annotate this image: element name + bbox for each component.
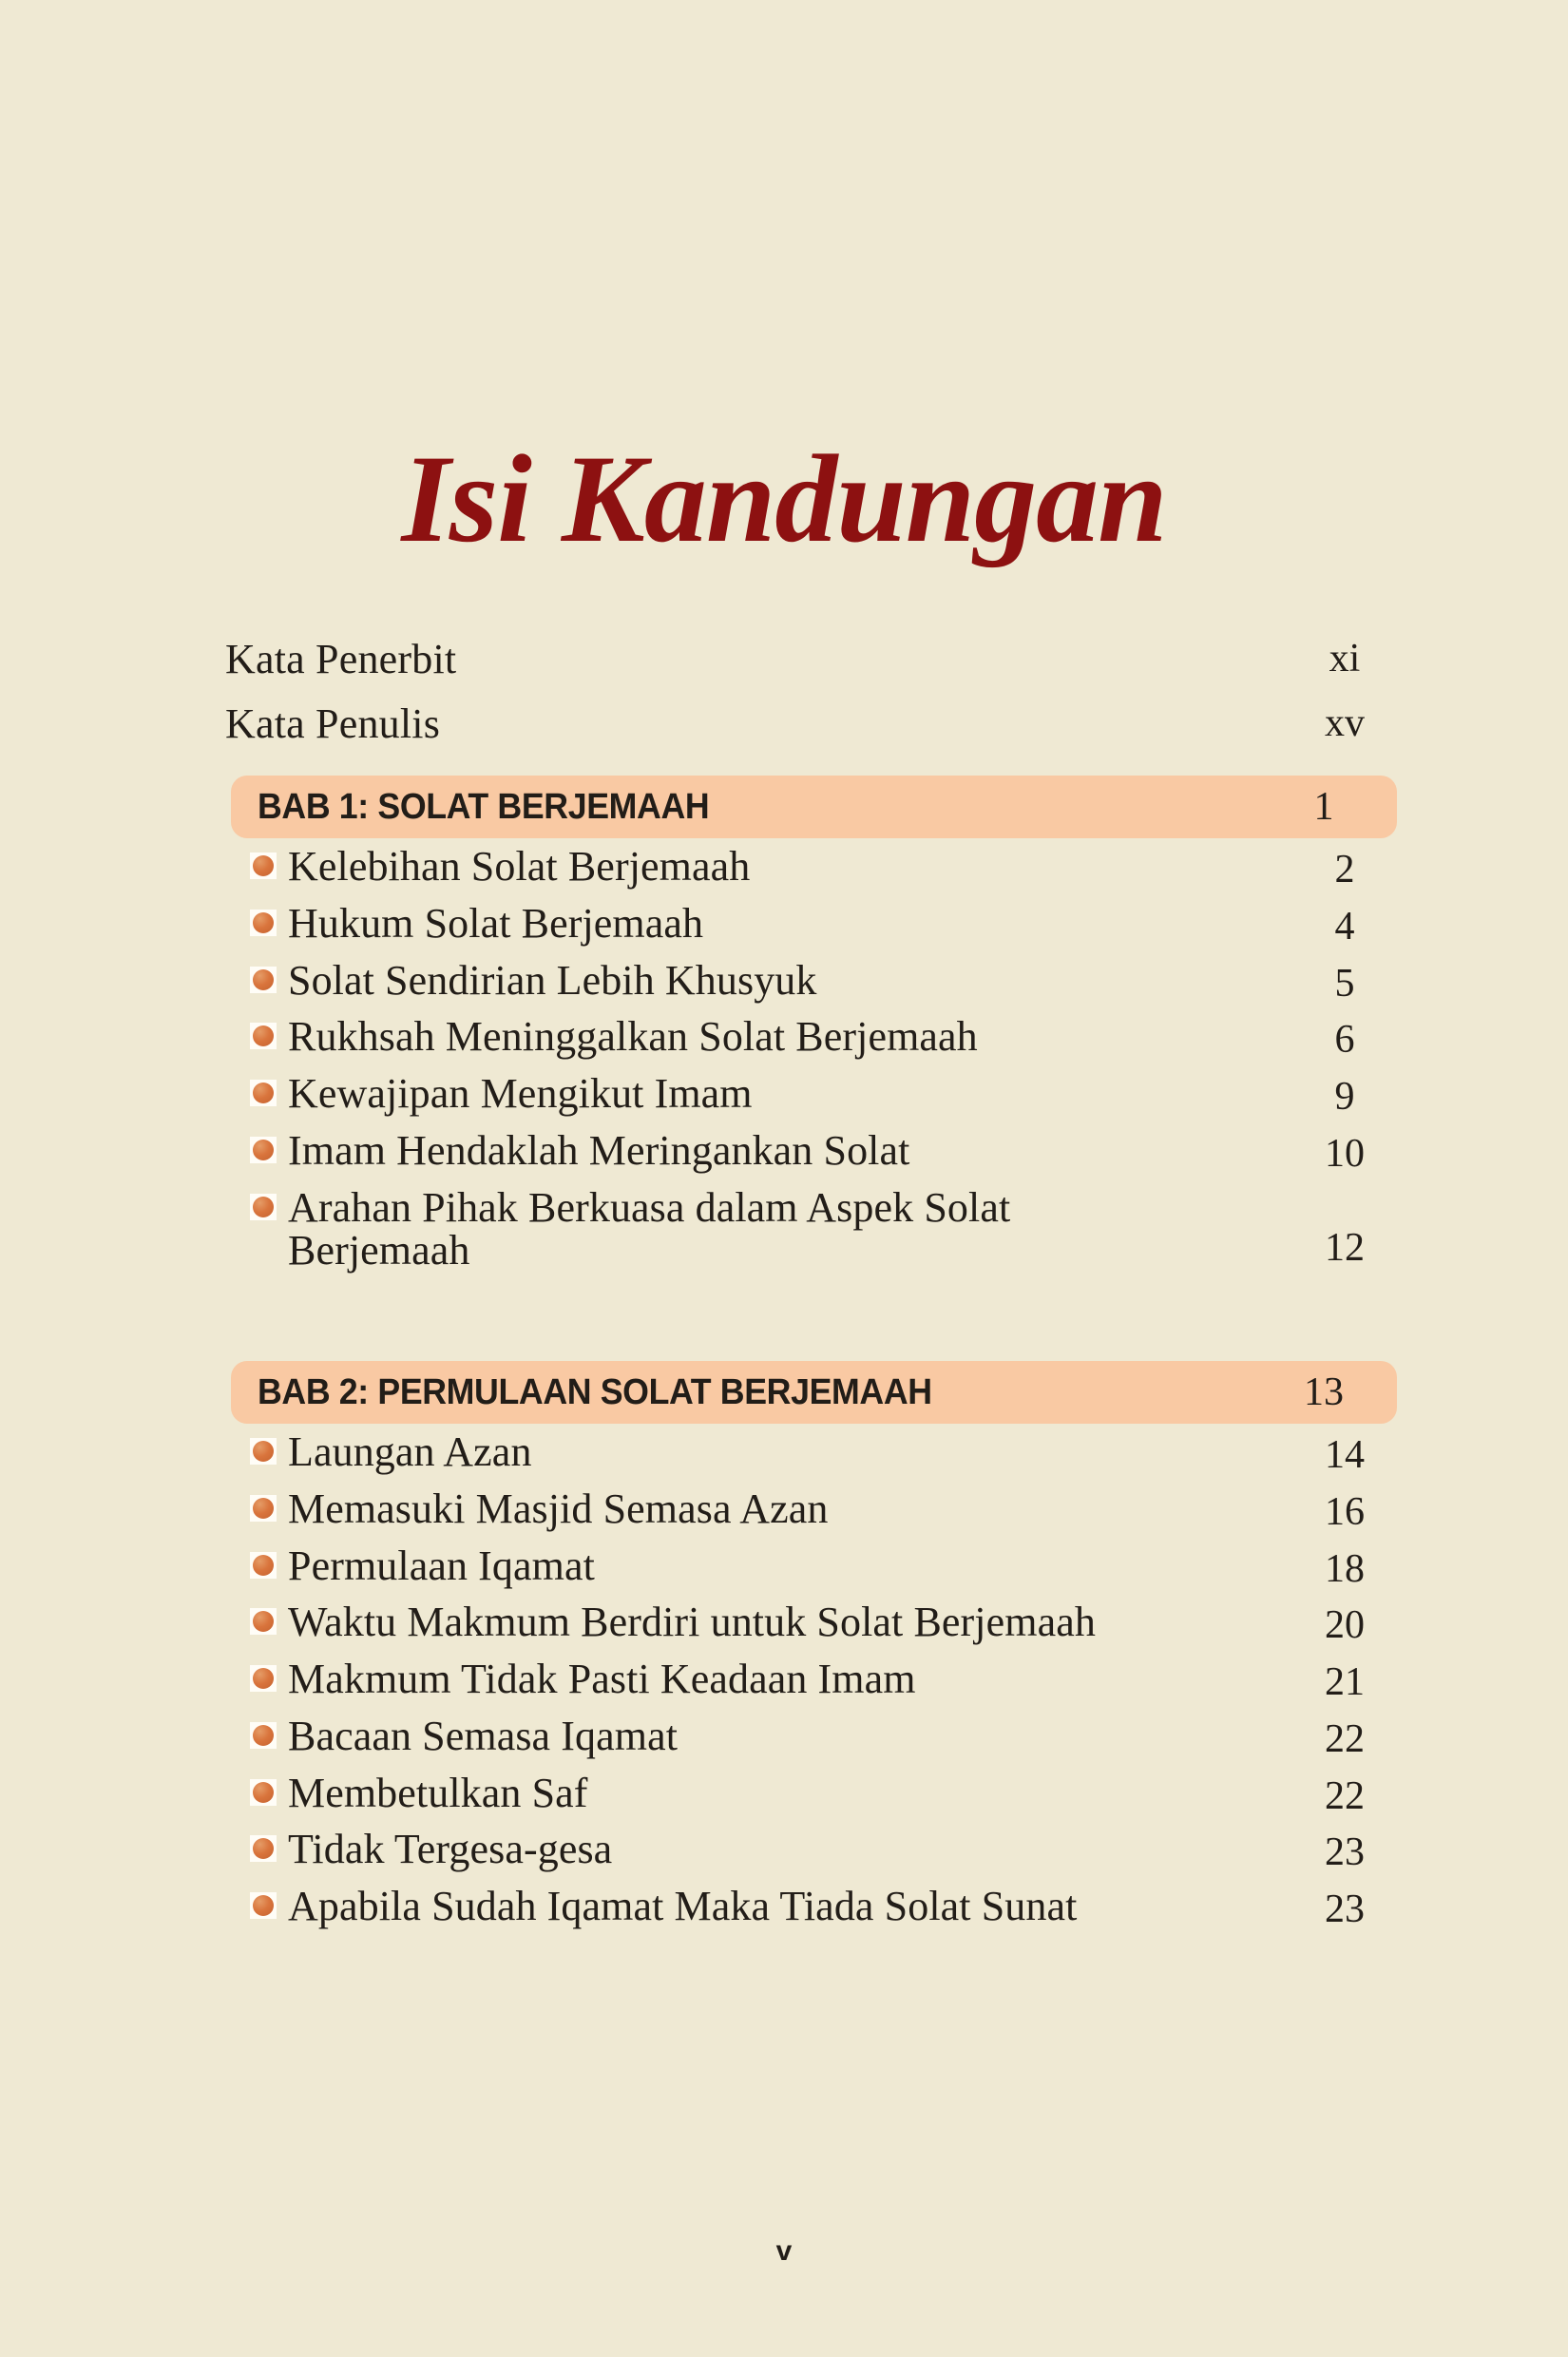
bullet-icon xyxy=(250,910,277,936)
front-matter-row[interactable] xyxy=(214,636,1397,703)
chapter-page-number: 1 xyxy=(1313,785,1334,829)
chapter-header-bar[interactable] xyxy=(231,1361,1397,1424)
chapter-entry-list xyxy=(214,1424,1397,1935)
toc-entry[interactable] xyxy=(214,1651,1397,1708)
toc-entry-page-number: 12 xyxy=(1325,1226,1365,1270)
toc-entry[interactable] xyxy=(214,1708,1397,1765)
toc-entry-label: Imam Hendaklah Meringankan Solat xyxy=(288,1126,910,1174)
toc-entry-label: Membetulkan Saf xyxy=(288,1769,588,1816)
toc-entry-label: Bacaan Semasa Iqamat xyxy=(288,1712,679,1759)
toc-entry[interactable] xyxy=(214,1424,1397,1481)
toc-entry-page-number: 2 xyxy=(1334,848,1355,891)
chapter-header-bar[interactable] xyxy=(231,776,1397,838)
page-title: Isi Kandungan xyxy=(401,429,1167,569)
toc-entry-label: Arahan Pihak Berkuasa dalam Aspek Solat Berjemaah xyxy=(288,1183,1011,1274)
toc-entry[interactable] xyxy=(214,1538,1397,1595)
front-matter-label: Kata Penerbit xyxy=(225,636,457,682)
toc-entry-page-number: 21 xyxy=(1325,1660,1365,1704)
front-matter-label: Kata Penulis xyxy=(225,700,441,747)
bullet-icon xyxy=(250,1495,277,1522)
page-folio: v xyxy=(775,2235,793,2267)
toc-entry-label: Kewajipan Mengikut Imam xyxy=(288,1070,753,1117)
section-spacer xyxy=(214,1279,1397,1353)
front-matter-page-number: xi xyxy=(1329,637,1361,680)
toc-entry-label: Apabila Sudah Iqamat Maka Tiada Solat Sunat xyxy=(288,1883,1078,1929)
toc-entry-page-number: 23 xyxy=(1325,1830,1365,1875)
toc-entry[interactable] xyxy=(214,895,1397,952)
toc-entry-page-number: 22 xyxy=(1325,1716,1365,1761)
bullet-icon xyxy=(250,1023,277,1049)
toc-entry-page-number: 9 xyxy=(1334,1075,1355,1119)
bullet-icon xyxy=(250,1722,277,1749)
front-matter-row[interactable] xyxy=(214,700,1397,768)
toc-entry[interactable] xyxy=(214,1821,1397,1878)
toc-entry-label: Kelebihan Solat Berjemaah xyxy=(288,843,751,890)
toc-entry-label: Tidak Tergesa-gesa xyxy=(288,1826,613,1873)
toc-entry-label: Makmum Tidak Pasti Keadaan Imam xyxy=(288,1656,916,1702)
toc-entry-label: Solat Sendirian Lebih Khusyuk xyxy=(288,956,817,1004)
toc-entry[interactable] xyxy=(214,1481,1397,1538)
toc-entry[interactable] xyxy=(214,1008,1397,1065)
bullet-icon xyxy=(250,1835,277,1862)
bullet-icon xyxy=(250,1438,277,1465)
toc-entry-page-number: 14 xyxy=(1325,1433,1365,1477)
bullet-icon xyxy=(250,853,277,879)
toc-entry-label: Memasuki Masjid Semasa Azan xyxy=(288,1485,829,1532)
chapter-section-1 xyxy=(214,776,1397,1279)
toc-entry[interactable] xyxy=(214,1878,1397,1935)
bullet-icon xyxy=(250,1779,277,1806)
toc-entry-label: Laungan Azan xyxy=(288,1428,532,1475)
chapter-title: BAB 2: PERMULAAN SOLAT BERJEMAAH xyxy=(258,1372,932,1412)
toc-entry-page-number: 22 xyxy=(1325,1773,1365,1818)
front-matter-list xyxy=(214,636,1397,768)
toc-entry-label: Permulaan Iqamat xyxy=(288,1542,595,1589)
bullet-icon xyxy=(250,1552,277,1579)
toc-entry[interactable] xyxy=(214,1594,1397,1651)
chapter-title: BAB 1: SOLAT BERJEMAAH xyxy=(258,787,710,827)
toc-entry[interactable] xyxy=(214,1065,1397,1122)
bullet-icon xyxy=(250,1137,277,1163)
bullet-icon xyxy=(250,1892,277,1919)
toc-entry[interactable] xyxy=(214,1122,1397,1179)
toc-body xyxy=(214,636,1397,1935)
toc-entry-page-number: 5 xyxy=(1334,961,1355,1006)
toc-entry-page-number: 16 xyxy=(1325,1489,1365,1534)
toc-entry[interactable] xyxy=(214,838,1397,895)
bullet-icon xyxy=(250,1194,277,1220)
bullet-icon xyxy=(250,1608,277,1635)
front-matter-page-number: xv xyxy=(1325,701,1365,745)
toc-entry-label: Waktu Makmum Berdiri untuk Solat Berjemaah xyxy=(288,1599,1096,1646)
chapter-page-number: 13 xyxy=(1304,1370,1344,1414)
toc-entry[interactable] xyxy=(214,1765,1397,1822)
toc-entry-label: Hukum Solat Berjemaah xyxy=(288,899,704,947)
toc-entry-page-number: 6 xyxy=(1334,1018,1355,1063)
toc-entry[interactable] xyxy=(214,952,1397,1009)
toc-entry[interactable] xyxy=(214,1179,1397,1280)
toc-entry-page-number: 4 xyxy=(1334,904,1355,949)
toc-entry-page-number: 10 xyxy=(1325,1131,1365,1176)
bullet-icon xyxy=(250,1080,277,1106)
toc-entry-label: Rukhsah Meninggalkan Solat Berjemaah xyxy=(288,1013,978,1061)
bullet-icon xyxy=(250,1665,277,1692)
toc-entry-page-number: 23 xyxy=(1325,1888,1365,1931)
toc-entry-page-number: 20 xyxy=(1325,1603,1365,1648)
bullet-icon xyxy=(250,967,277,993)
toc-entry-page-number: 18 xyxy=(1325,1546,1365,1591)
chapter-entry-list xyxy=(214,838,1397,1279)
chapter-section-2 xyxy=(214,1361,1397,1935)
